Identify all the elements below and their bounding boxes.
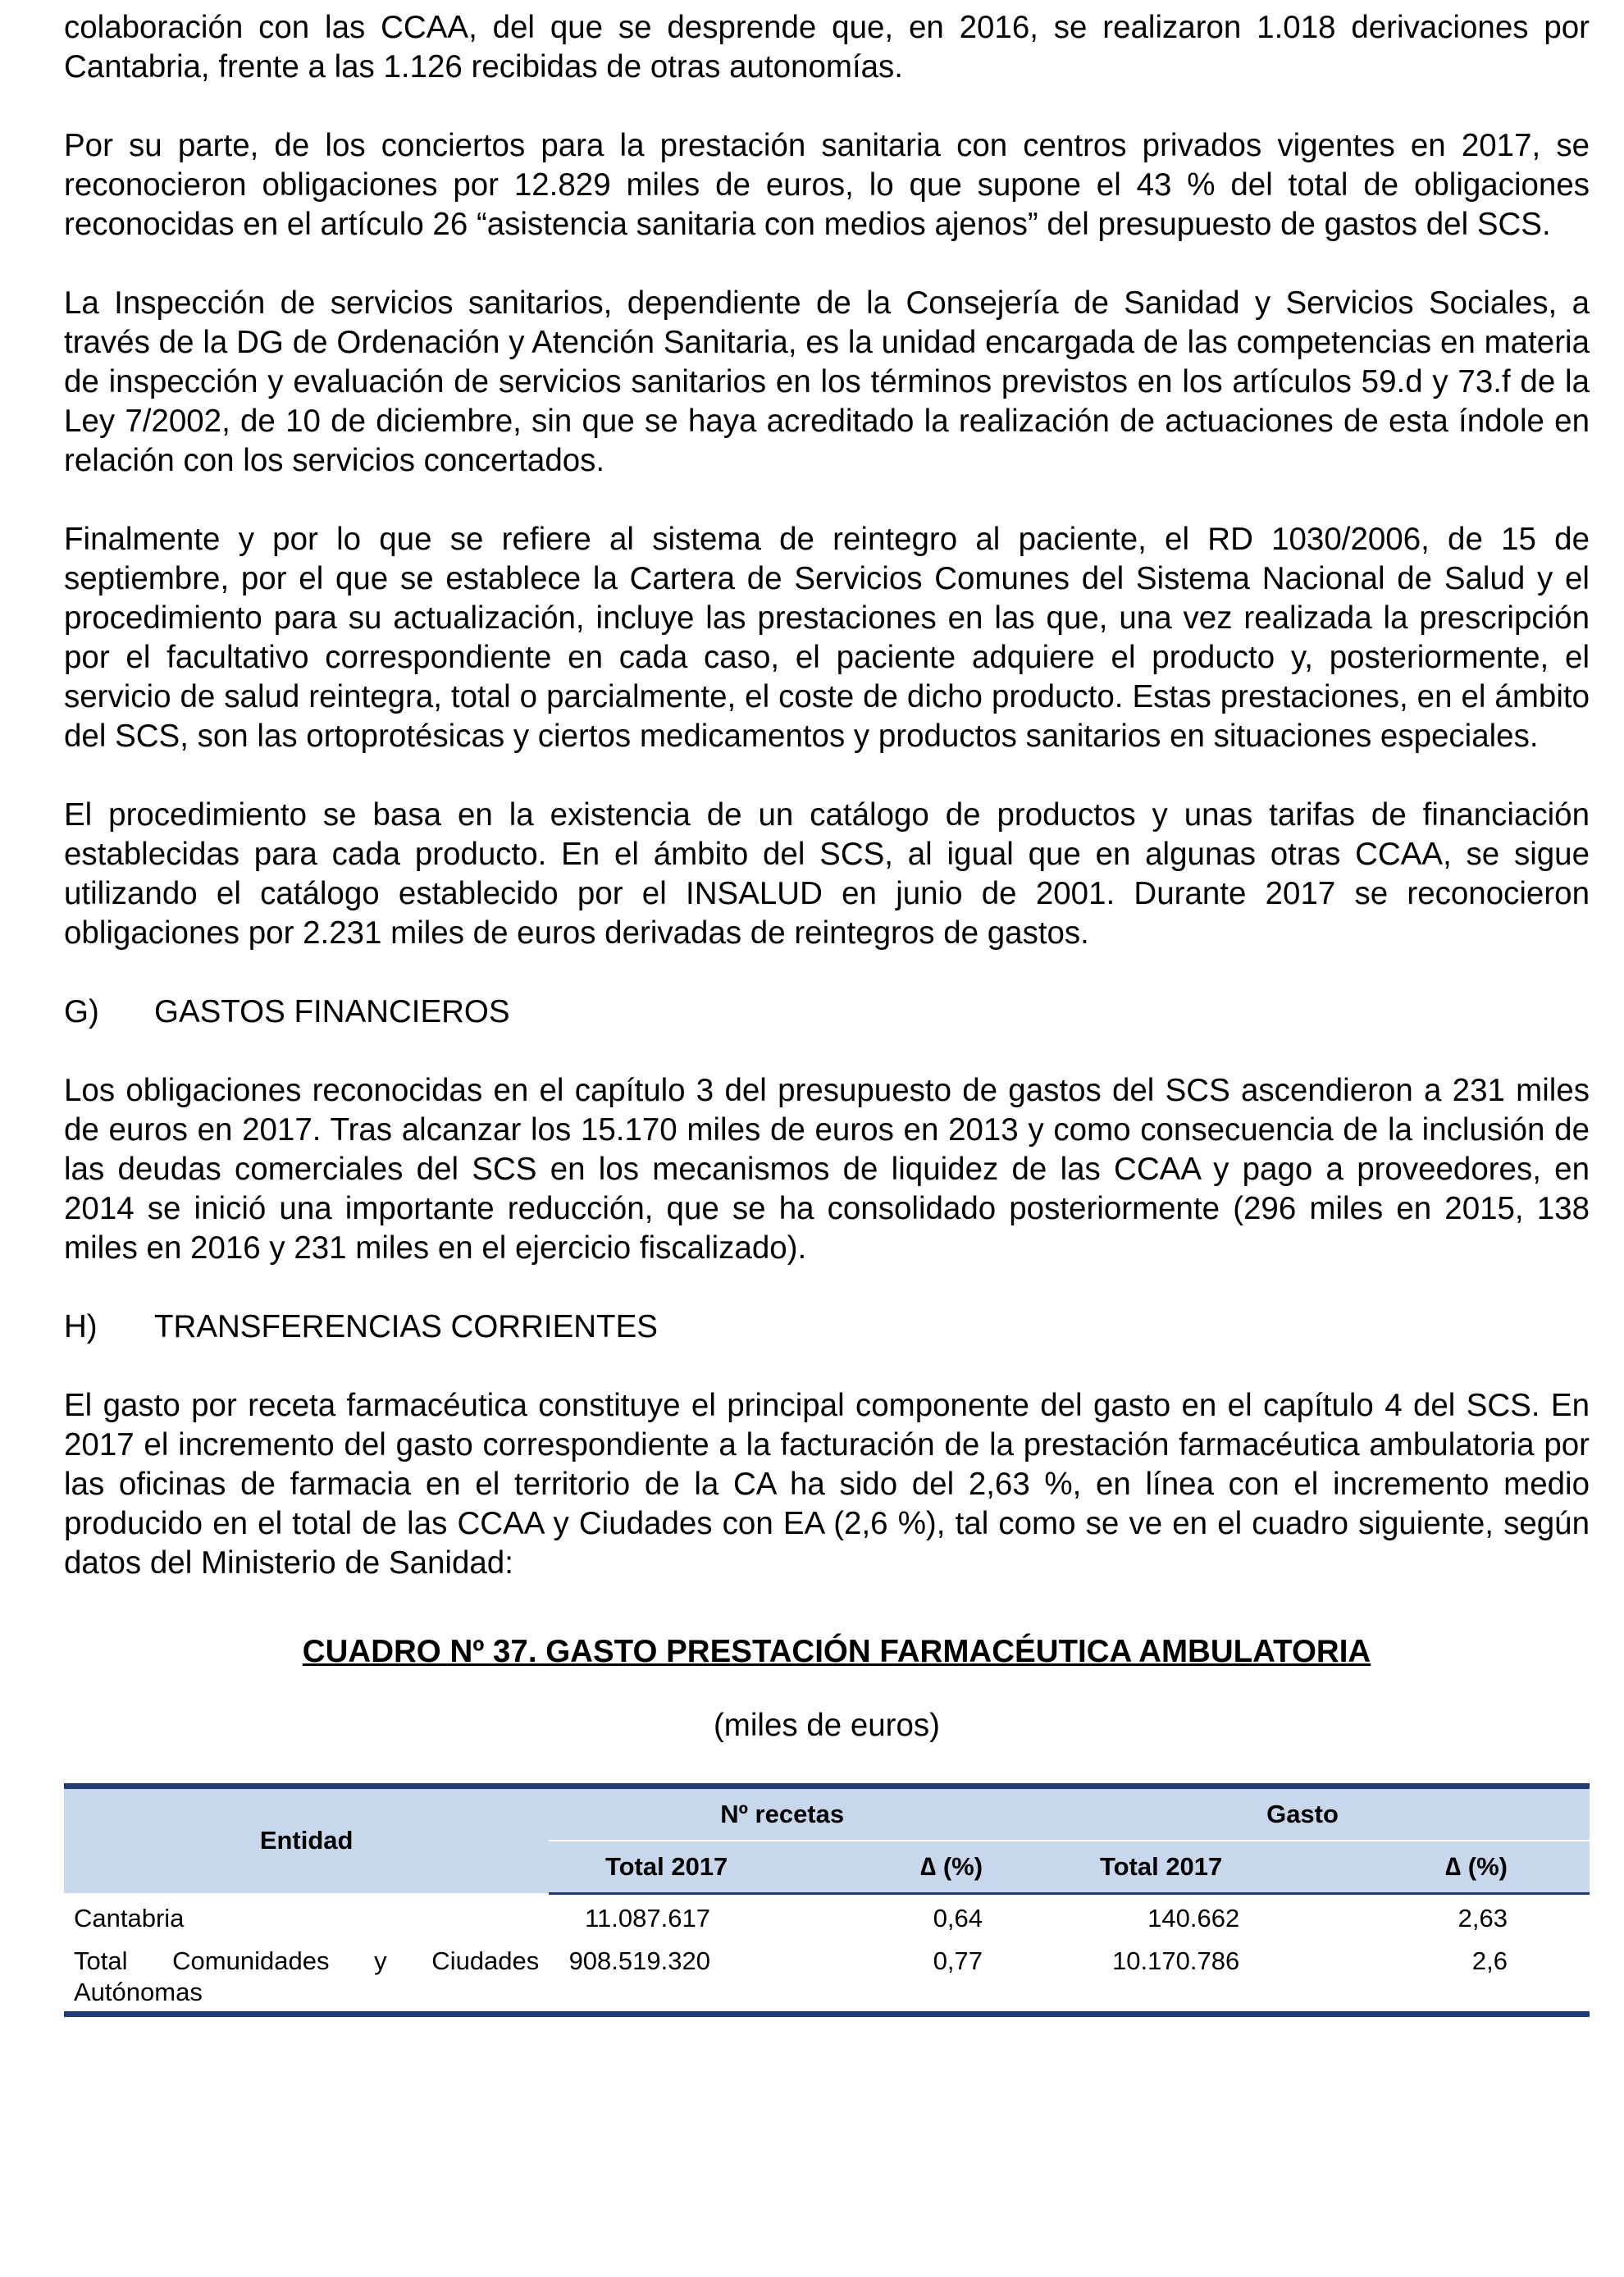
header-gasto: Gasto (1015, 1786, 1590, 1841)
section-g-title: GASTOS FINANCIEROS (154, 994, 510, 1029)
cell-gasto-delta: 2,63 (1457, 1904, 1508, 1932)
cell-gasto-delta: 2,6 (1471, 1946, 1508, 1975)
section-h-title: TRANSFERENCIAS CORRIENTES (154, 1309, 658, 1344)
cuadro-subtitle: (miles de euros) (713, 1708, 940, 1743)
document-page (64, 8, 1590, 2017)
cell-recetas-delta: 0,64 (933, 1904, 983, 1932)
section-h-heading (64, 1307, 1590, 1347)
paragraph-derivaciones: colaboración con las CCAA, del que se desprende que, en 2016, se realizaron 1.018 derivaciones por Cantabria, frente a las 1.126 recibidas de otras autonomías. (64, 10, 1590, 84)
section-h-letter: H) (64, 1309, 98, 1344)
section-g-heading (64, 992, 1590, 1032)
paragraph-gastos-financieros: Los obligaciones reconocidas en el capítulo 3 del presupuesto de gastos del SCS ascendieron a 231 miles de euros en 2017. Tras alcanzar los 15.170 miles de euros en 2013 y como consecuencia de la inclusión de las deudas comerciales del SCS en los mecanismos de liquidez de las CCAA y pago a proveedores, en 2014 se inició una importante reducción, que se ha consolidado posteriormente (296 miles en 2015, 138 miles en 2016 y 231 miles en el ejercicio fiscalizado). (64, 1073, 1590, 1266)
paragraph-inspeccion: La Inspección de servicios sanitarios, dependiente de la Consejería de Sanidad y Servicios Sociales, a través de la DG de Ordenación y Atención Sanitaria, es la unidad encargada de las competencias en materia de inspección y evaluación de servicios sanitarios en los términos previstos en los artículos 59.d y 73.f de la Ley 7/2002, de 10 de diciembre, sin que se haya acreditado la realización de actuaciones de esta índole en relación con los servicios concertados. (64, 285, 1590, 478)
header-recetas-delta: ∆ (%) (784, 1841, 1015, 1894)
cell-entidad: Total Comunidades y Ciudades Autónomas (74, 1946, 540, 2006)
table-row (64, 1894, 1590, 1938)
pharma-expense-table (64, 1783, 1590, 2017)
section-g-letter: G) (64, 994, 99, 1029)
cell-recetas-total: 908.519.320 (568, 1946, 710, 1975)
header-gasto-total: Total 2017 (1015, 1841, 1307, 1894)
cell-recetas-total: 11.087.617 (585, 1904, 710, 1932)
cuadro-title: CUADRO Nº 37. GASTO PRESTACIÓN FARMACÉUTICA AMBULATORIA (302, 1634, 1371, 1669)
paragraph-reintegro: Finalmente y por lo que se refiere al sistema de reintegro al paciente, el RD 1030/2006, de 15 de septiembre, por el que se establece la Cartera de Servicios Comunes del Sistema Nacional de Salud y el procedimiento para su actualización, incluye las prestaciones en las que, una vez realizada la prescripción por el facultativo correspondiente en cada caso, el paciente adquiere el producto y, posteriormente, el servicio de salud reintegra, total o parcialmente, el coste de dicho producto. Estas prestaciones, en el ámbito del SCS, son las ortoprotésicas y ciertos medicamentos y productos sanitarios en situaciones especiales. (64, 522, 1590, 754)
header-recetas: Nº recetas (549, 1786, 1015, 1841)
paragraph-catalogo: El procedimiento se basa en la existencia de un catálogo de productos y unas tarifas de financiación establecidas para cada producto. En el ámbito del SCS, al igual que en algunas otras CCAA, se sigue utilizando el catálogo establecido por el INSALUD en junio de 2001. Durante 2017 se reconocieron obligaciones por 2.231 miles de euros derivadas de reintegros de gastos. (64, 797, 1590, 951)
cell-entidad: Cantabria (74, 1903, 185, 1932)
cell-gasto-total: 10.170.786 (1112, 1946, 1240, 1975)
header-recetas-total: Total 2017 (549, 1841, 784, 1894)
table-header-row-1 (64, 1786, 1590, 1841)
cell-recetas-delta: 0,77 (933, 1946, 983, 1975)
paragraph-transferencias: El gasto por receta farmacéutica constituye el principal componente del gasto en el capítulo 4 del SCS. En 2017 el incremento del gasto correspondiente a la facturación de la prestación farmacéutica ambulatoria por las oficinas de farmacia en el territorio de la CA ha sido del 2,63 %, en línea con el incremento medio producido en el total de las CCAA y Ciudades con EA (2,6 %), tal como se ve en el cuadro siguiente, según datos del Ministerio de Sanidad: (64, 1388, 1590, 1581)
header-entidad: Entidad (64, 1786, 549, 1894)
header-gasto-delta: ∆ (%) (1307, 1841, 1590, 1894)
paragraph-conciertos: Por su parte, de los conciertos para la prestación sanitaria con centros privados vigentes en 2017, se reconocieron obligaciones por 12.829 miles de euros, lo que supone el 43 % del total de obligaciones reconocidas en el artículo 26 “asistencia sanitaria con medios ajenos” del presupuesto de gastos del SCS. (64, 128, 1590, 242)
cell-gasto-total: 140.662 (1147, 1904, 1240, 1932)
table-row (64, 1937, 1590, 2015)
